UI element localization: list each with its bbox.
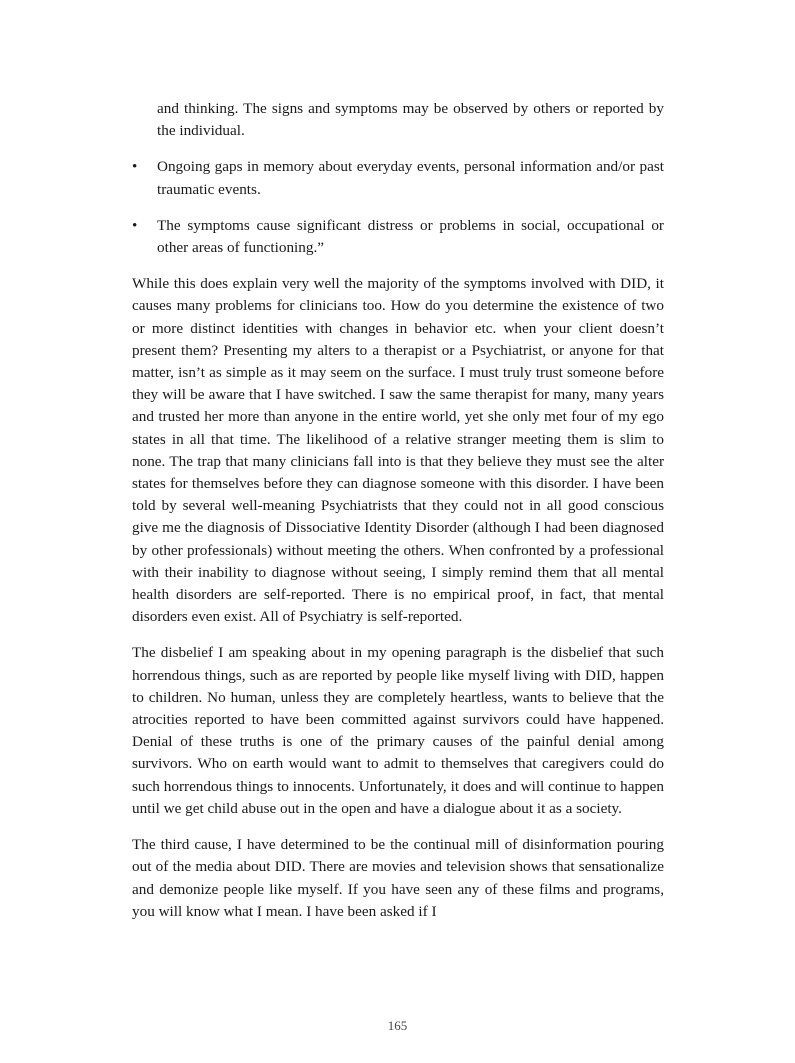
- paragraph: While this does explain very well the majority of the symptoms involved with DID, it causes many problems for clinicians too. How do you determine the existence of two or more distinct identities with changes in behavior etc. when your client doesn’t present them? Presenting my alters to a therapist or a Psychiatrist, or anyone for that matter, isn’t as simple as it may seem on the surface. I must truly trust someone before they will be aware that I have switched. I saw the same therapist for many, many years and trusted her more than anyone in the entire world, yet she only met four of my ego states in all that time. The likelihood of a relative stranger meeting them is slim to none. The trap that many clinicians fall into is that they believe they must see the alter states for themselves before they can diagnose someone with this disorder. I have been told by several well-meaning Psychiatrists that they could not in all good conscious give me the diagnosis of Dissociative Identity Disorder (although I had been diagnosed by other professionals) without meeting the others. When confronted by a professional with their inability to diagnose without seeing, I simply remind them that all mental health disorders are self-reported. There is no empirical proof, in fact, that mental disorders even exist. All of Psychiatry is self-reported.: [132, 275, 664, 626]
- bullet-text: Ongoing gaps in memory about everyday events, personal information and/or past traumatic events.: [157, 158, 664, 198]
- bullet-icon: •: [132, 216, 138, 234]
- paragraph: The third cause, I have determined to be the continual mill of disinformation pouring out of the media about DID. There are movies and television shows that sensationalize and demonize people like myself. If you have seen any of these films and programs, you will know what I mean. I have been asked if I: [132, 836, 664, 920]
- bullet-icon: •: [132, 158, 138, 176]
- bullet-text: The symptoms cause significant distress or problems in social, occupational or other areas of functioning.”: [157, 216, 664, 257]
- paragraph: The disbelief I am speaking about in my opening paragraph is the disbelief that such horrendous things, such as are reported by people like myself living with DID, happen to children. No human, unless they are completely heartless, wants to believe that the atrocities reported to have been committed against survivors could have happened. Denial of these truths is one of the primary causes of the painful denial among survivors. Who on earth would want to admit to themselves that caregivers could do such horrendous things to innocents. Unfortunately, it does and will continue to happen until we get child abuse out in the open and have a dialogue about it as a society.: [132, 644, 664, 817]
- bullet-item: [132, 156, 664, 200]
- document-page: [132, 98, 664, 937]
- continued-bullet-text: and thinking. The signs and symptoms may be observed by others or reported by the individual.: [157, 100, 664, 140]
- bullet-item: [132, 215, 664, 259]
- page-number: 165: [387, 1018, 408, 1033]
